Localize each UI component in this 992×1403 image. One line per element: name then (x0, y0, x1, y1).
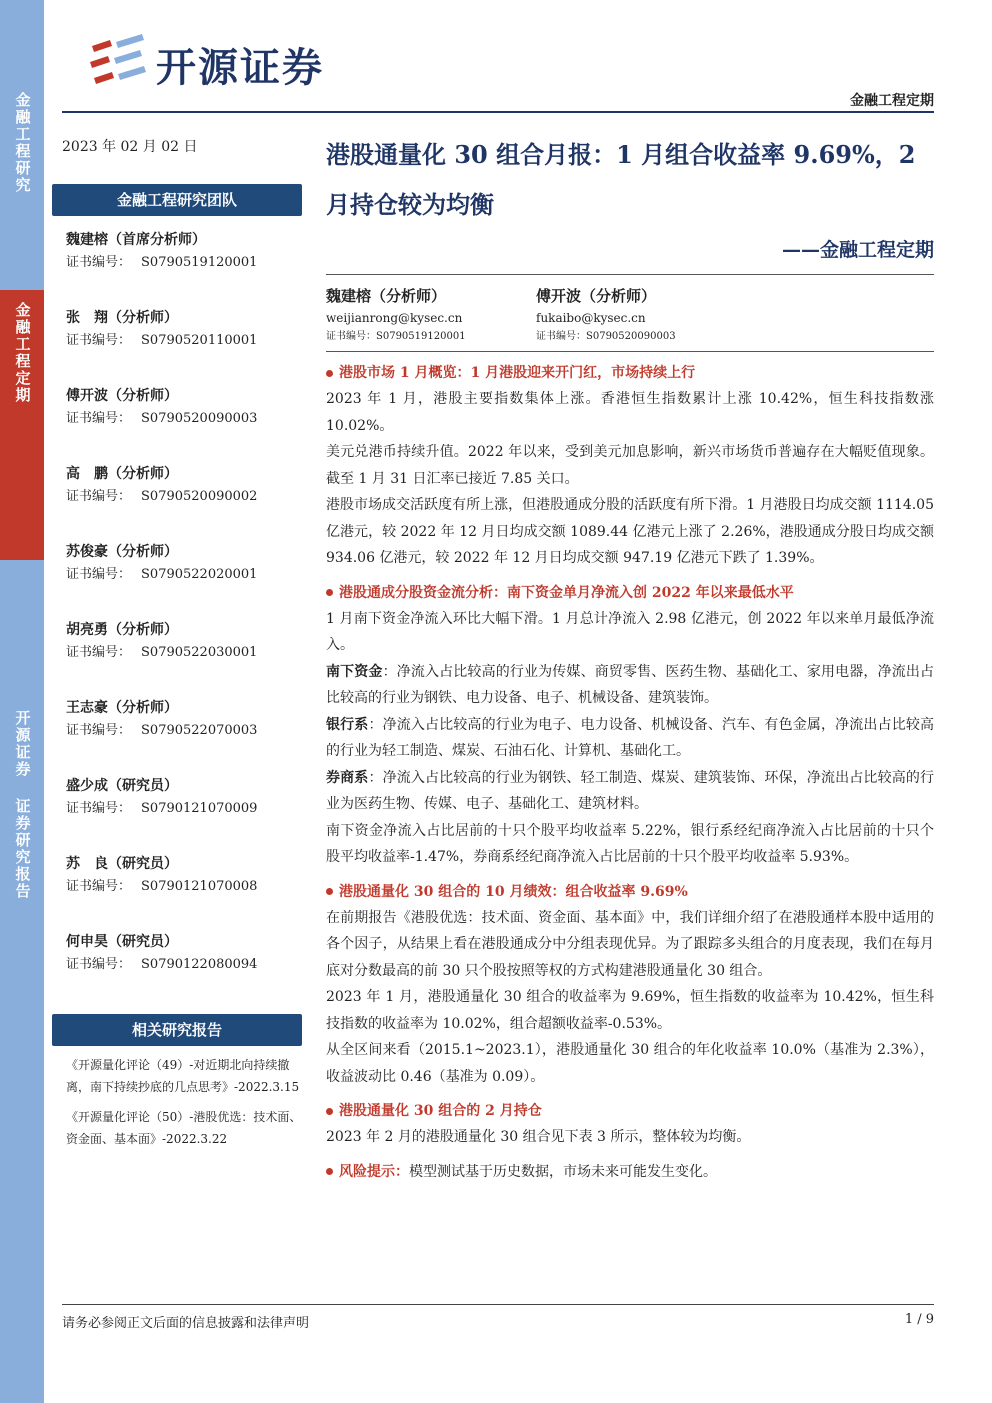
analyst-entry (62, 774, 308, 840)
risk-label: 风险提示： (339, 1163, 409, 1180)
author-card (536, 285, 746, 345)
company-name: 开源证券 (156, 45, 324, 91)
analyst-name: 王志豪（分析师） (66, 700, 178, 716)
section-label: 港股通量化 30 组合的 2 月持仓 (339, 1103, 542, 1119)
sidebar-label-middle: 金融工程定期 (13, 302, 32, 404)
analyst-cert-number: S0790520110001 (141, 333, 258, 348)
flow-item (326, 712, 934, 765)
paragraph: 南下资金净流入占比居前的十只个股平均收益率 5.22%，银行系经纪商净流入占比居前的十只个股平均收益率-1.47%，券商系经纪商净流入占比居前的十只个股平均收益率 5.93%。 (326, 822, 934, 865)
author-email[interactable]: weijianrong@kysec.cn (326, 311, 463, 325)
bullet-icon (326, 888, 333, 895)
analyst-entry (62, 618, 308, 684)
sidebar-label-top: 金融工程研究 (13, 92, 32, 194)
analyst-entry (62, 306, 308, 372)
section-heading (326, 360, 934, 386)
analyst-cert-label: 证书编号： (66, 489, 132, 504)
analyst-name: 何申昊（研究员） (66, 934, 178, 950)
bullet-icon (326, 1168, 333, 1175)
analyst-cert-number: S0790522070003 (141, 723, 258, 738)
author-name: 魏建榕（分析师） (326, 287, 447, 305)
flow-item (326, 659, 934, 712)
analyst-cert (62, 564, 308, 586)
analyst-cert-number: S0790520090002 (141, 489, 258, 504)
team-header: 金融工程研究团队 (52, 184, 302, 216)
paragraph: 从全区间来看（2015.1~2023.1），港股通量化 30 组合的年化收益率 10.0%（基准为 2.3%），收益波动比 0.46（基准为 0.09）。 (326, 1042, 934, 1085)
left-column (62, 130, 308, 1150)
analyst-cert-number: S0790122080094 (141, 957, 258, 972)
title-divider (326, 274, 934, 275)
analyst-name: 傅开波（分析师） (66, 388, 178, 404)
analyst-entry (62, 462, 308, 528)
risk-notice (326, 1159, 934, 1185)
section-heading (326, 580, 934, 606)
section-label: 港股通量化 30 组合的 10 月绩效： (339, 883, 566, 900)
analyst-cert-label: 证书编号： (66, 957, 132, 972)
page-number: 1 / 9 (904, 1312, 934, 1327)
analyst-entry (62, 852, 308, 918)
analyst-entry (62, 384, 308, 450)
analyst-cert (62, 408, 308, 430)
analyst-cert-number: S0790121070008 (141, 879, 258, 894)
paragraph: 美元兑港币持续升值。2022 年以来，受到美元加息影响，新兴市场货币普遍存在大幅贬值现象。截至 1 月 31 日汇率已接近 7.85 关口。 (326, 444, 934, 487)
analyst-cert-label: 证书编号： (66, 645, 132, 660)
sidebar-label-bottom: 开源证券 证券研究报告 (13, 710, 32, 900)
analyst-cert-label: 证书编号： (66, 411, 132, 426)
bullet-icon (326, 370, 333, 377)
analyst-cert-number: S0790520090003 (141, 411, 258, 426)
flow-item-lead: 南下资金 (326, 663, 383, 680)
paragraph: 1 月南下资金净流入环比大幅下滑。1 月总计净流入 2.98 亿港元，创 2022 年以来单月最低净流入。 (326, 610, 934, 653)
analyst-cert-label: 证书编号： (66, 801, 132, 816)
section-headline: 南下资金单月净流入创 2022 年以来最低水平 (507, 584, 794, 601)
analyst-cert (62, 954, 308, 976)
section-heading (326, 1098, 934, 1124)
analyst-cert (62, 252, 308, 274)
analyst-cert (62, 798, 308, 820)
section-heading (326, 879, 934, 905)
related-reports-header: 相关研究报告 (52, 1014, 302, 1046)
company-logo (88, 32, 388, 90)
analyst-cert-label: 证书编号： (66, 567, 132, 582)
analyst-name: 魏建榕（首席分析师） (66, 232, 206, 248)
analyst-cert-label: 证书编号： (66, 879, 132, 894)
author-name: 傅开波（分析师） (536, 287, 657, 305)
flow-item-text: ：净流入占比较高的行业为传媒、商贸零售、医药生物、基础化工、家用电器，净流出占比较高的行业为钢铁、电力设备、电子、机械设备、建筑装饰。 (326, 663, 935, 706)
analyst-entry (62, 930, 308, 996)
analyst-cert (62, 330, 308, 352)
risk-text: 模型测试基于历史数据，市场未来可能发生变化。 (409, 1163, 717, 1180)
analyst-entry (62, 696, 308, 762)
report-date: 2023 年 02 月 02 日 (62, 139, 198, 155)
analyst-list (62, 228, 308, 996)
sidebar-section-brand (0, 560, 44, 1403)
header-divider (62, 111, 934, 113)
paragraph: 2023 年 1 月，港股主要指数集体上涨。香港恒生指数累计上涨 10.42%，恒生科技指数涨 10.02%。 (326, 391, 934, 434)
analyst-cert-number: S0790519120001 (141, 255, 258, 270)
analyst-cert-label: 证书编号： (66, 255, 132, 270)
footer-disclaimer: 请务必参阅正文后面的信息披露和法律声明 (62, 1316, 310, 1331)
analyst-entry (62, 540, 308, 606)
logo-mark-icon (88, 32, 150, 88)
footer-divider (62, 1304, 934, 1305)
author-divider (326, 351, 934, 352)
section-headline: 1 月港股迎来开门红，市场持续上行 (470, 365, 696, 381)
analyst-entry (62, 228, 308, 294)
author-cert: 证书编号：S0790520090003 (536, 331, 676, 342)
sidebar-section-research (0, 80, 44, 290)
flow-item-text: ：净流入占比较高的行业为钢铁、轻工制造、煤炭、建筑装饰、环保，净流出占比较高的行业为医药生物、传媒、电子、基础化工、建筑材料。 (326, 769, 935, 812)
section-label: 港股市场 1 月概览： (339, 365, 471, 381)
author-block (326, 285, 934, 345)
analyst-cert (62, 486, 308, 508)
analyst-name: 苏俊豪（分析师） (66, 544, 178, 560)
author-email[interactable]: fukaibo@kysec.cn (536, 311, 646, 325)
analyst-name: 张 翔（分析师） (66, 310, 178, 326)
analyst-cert-number: S0790522030001 (141, 645, 258, 660)
analyst-cert-label: 证书编号： (66, 723, 132, 738)
bullet-icon (326, 589, 333, 596)
analyst-cert (62, 876, 308, 898)
flow-item-lead: 银行系 (326, 716, 369, 733)
flow-item (326, 765, 934, 818)
analyst-name: 盛少成（研究员） (66, 778, 178, 794)
analyst-cert-number: S0790121070009 (141, 801, 258, 816)
main-content (326, 130, 934, 1185)
analyst-name: 苏 良（研究员） (66, 856, 178, 872)
paragraph: 2023 年 1 月，港股通量化 30 组合的收益率为 9.69%，恒生指数的收益率为 10.42%，恒生科技指数的收益率为 10.02%，组合超额收益率-0.53%。 (326, 989, 934, 1032)
bullet-icon (326, 1108, 333, 1115)
report-subtitle: ——金融工程定期 (781, 239, 934, 261)
paragraph: 在前期报告《港股优选：技术面、资金面、基本面》中，我们详细介绍了在港股通样本股中适用的各个因子，从结果上看在港股通成分中分组表现优异。为了跟踪多头组合的月度表现，我们在每月底对分数最高的前 30 只个股按照等权的方式构建港股通量化 30 组合。 (326, 909, 934, 979)
related-report[interactable]: 《开源量化评论（50）-港股优选：技术面、资金面、基本面》-2022.3.22 (66, 1110, 302, 1146)
analyst-cert-number: S0790522020001 (141, 567, 258, 582)
analyst-cert (62, 720, 308, 742)
related-report[interactable]: 《开源量化评论（49）-对近期北向持续撤离，南下持续抄底的几点思考》-2022.3.15 (66, 1058, 300, 1094)
analyst-name: 高 鹏（分析师） (66, 466, 178, 482)
report-title: 港股通量化 30 组合月报：1 月组合收益率 9.69%，2 月持仓较为均衡 (326, 140, 916, 219)
flow-item-text: ：净流入占比较高的行业为电子、电力设备、机械设备、汽车、有色金属，净流出占比较高的行业为轻工制造、煤炭、石油石化、计算机、基础化工。 (326, 716, 935, 759)
section-label: 港股通成分股资金流分析： (339, 584, 507, 601)
paragraph: 港股市场成交活跃度有所上涨，但港股通成分股的活跃度有所下滑。1 月港股日均成交额 1114.05 亿港元，较 2022 年 12 月日均成交额 1089.44 亿港元上涨了 2.26%，港股通成分股日均成交额 934.06 亿港元，较 2022 年 12 月日均成交额 947.19 亿港元下跌了 1.39%。 (326, 497, 934, 566)
analyst-cert-label: 证书编号： (66, 333, 132, 348)
flow-item-lead: 券商系 (326, 769, 369, 786)
paragraph: 2023 年 2 月的港股通量化 30 组合见下表 3 所示，整体较为均衡。 (326, 1129, 751, 1145)
section-headline: 组合收益率 9.69% (565, 883, 688, 900)
author-card (326, 285, 536, 345)
analyst-name: 胡亮勇（分析师） (66, 622, 178, 638)
analyst-cert (62, 642, 308, 664)
sidebar-section-periodic (0, 290, 44, 560)
author-cert: 证书编号：S0790519120001 (326, 331, 466, 342)
header-tag: 金融工程定期 (850, 93, 934, 109)
